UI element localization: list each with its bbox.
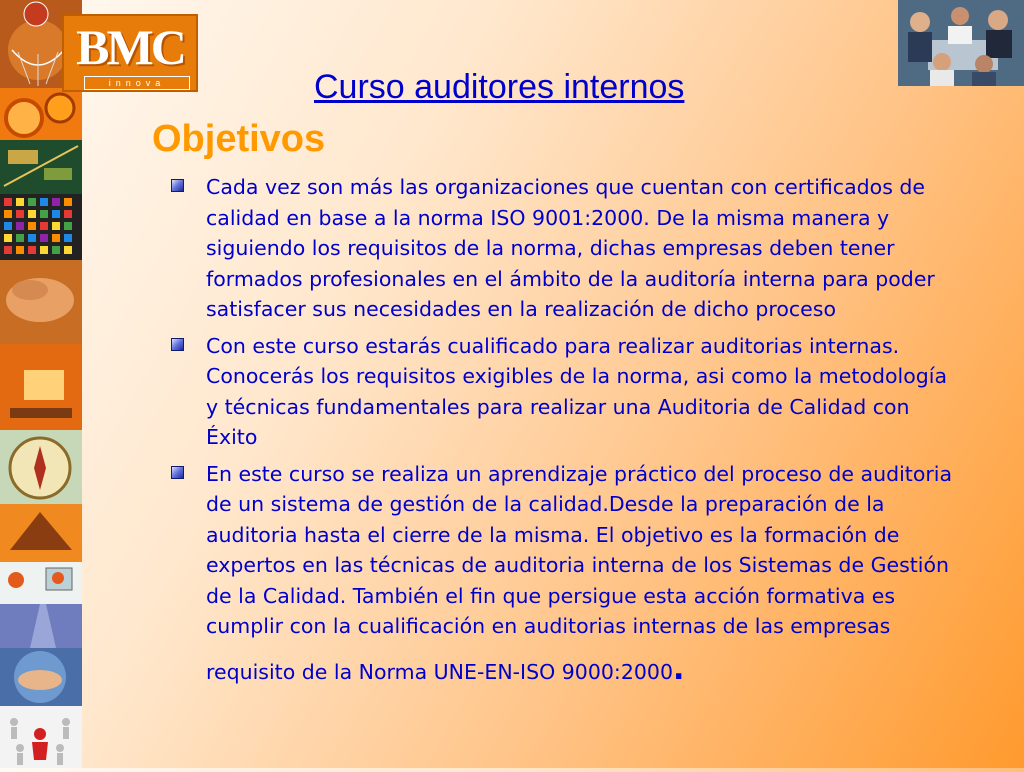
bullet-text: Cada vez son más las organizaciones que cuentan con certificados de calidad en base a la norma ISO 9001:2000. De la misma manera y siguiendo los requisitos de la norma, dichas empresas deben tener formados profesionales en el ámbito de la auditoría interna para poder satisfacer sus necesidades en la realización de dicho proceso — [206, 175, 935, 321]
bullet-text: En este curso se realiza un aprendizaje práctico del proceso de auditoria de un sistema de gestión de la calidad.Desde la preparación de la auditoria hasta el cierre de la misma. El objetivo es la formación de expertos en las técnicas de auditoria interna de los Sistemas de Gestión de la Calidad. También el fin que persigue esta acción formativa es cumplir con la cualificación en auditorias internas de las empresas — [206, 461, 953, 638]
bullet-end-mark: . — [673, 651, 685, 687]
list-item — [168, 172, 958, 325]
bullet-icon — [171, 338, 184, 351]
list-item — [168, 459, 958, 687]
bmc-innova-logo — [62, 14, 198, 92]
bullet-icon — [171, 466, 184, 479]
decorative-collage — [0, 0, 82, 768]
left-image-strip — [0, 0, 82, 768]
bullet-icon — [171, 179, 184, 192]
bullet-last-line — [206, 652, 958, 687]
logo-sub-text: innova — [84, 76, 190, 90]
team-meeting-image — [898, 0, 1024, 86]
list-item — [168, 331, 958, 453]
bullet-last-line-text: requisito de la Norma UNE-EN-ISO 9000:2000 — [206, 659, 674, 684]
section-heading: Objetivos — [152, 118, 326, 160]
team-photo — [898, 0, 1024, 86]
bullet-text: Con este curso estarás cualificado para realizar auditorias internas. Conocerás los requisitos exigibles de la norma, asi como la metodología y técnicas fundamentales para realizar una Auditoria de Calidad con Éxito — [206, 333, 948, 449]
objectives-list — [168, 172, 958, 693]
logo-main-text: BMC — [76, 19, 184, 75]
page-title: Curso auditores internos — [314, 68, 685, 106]
